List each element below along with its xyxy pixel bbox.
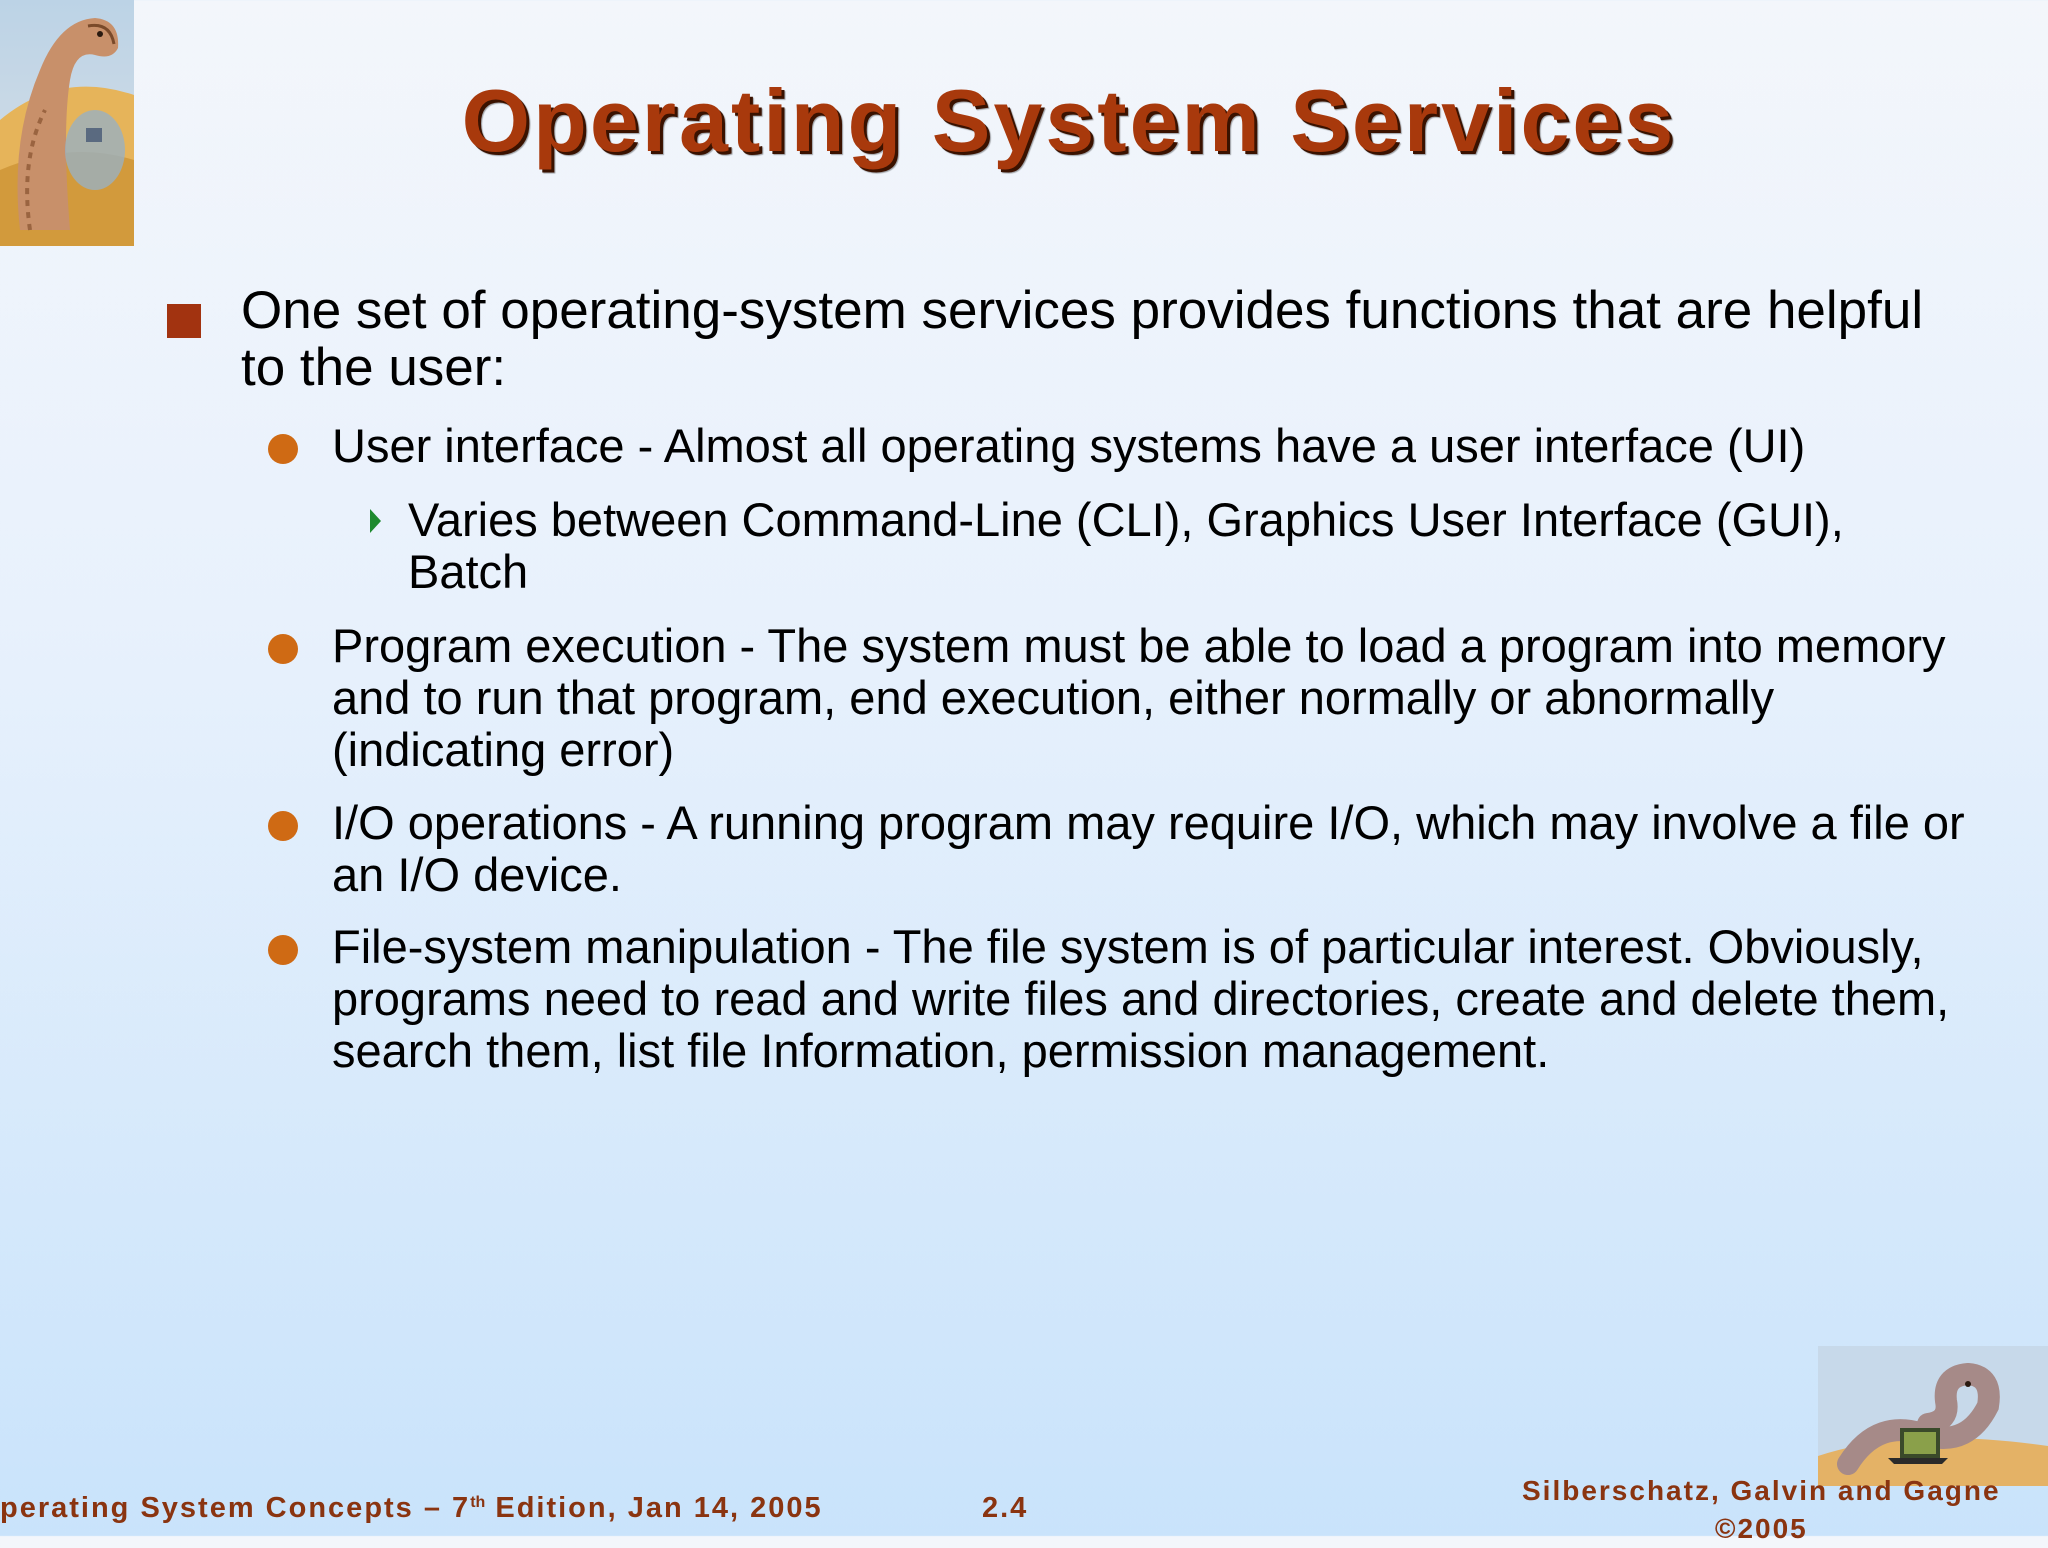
footer-book-title-text: perating System Concepts – 7 bbox=[0, 1492, 471, 1524]
footer-copyright-clip bbox=[1522, 1510, 2001, 1544]
list-item-text: Program execution - The system must be able to load a program into memory and to run that program, end execution, either normally or abnormally (indicating error) bbox=[332, 619, 1946, 776]
list-item-user-interface bbox=[268, 420, 1968, 472]
list-item-program-execution bbox=[268, 620, 1968, 776]
footer-edition-date: Edition, Jan 14, 2005 bbox=[485, 1492, 823, 1524]
round-bullet-icon bbox=[268, 634, 298, 664]
list-item-file-system bbox=[268, 921, 1968, 1077]
sub-item-ui-types bbox=[370, 494, 1870, 598]
footer-authors bbox=[1522, 1472, 2001, 1544]
list-item-text: File-system manipulation - The file system is of particular interest. Obviously, programs need to read and write files and directories, create and delete them, search them, list file Information, permission management. bbox=[332, 920, 1950, 1077]
round-bullet-icon bbox=[268, 434, 298, 464]
footer-superscript: th bbox=[470, 1494, 486, 1511]
main-bullet bbox=[165, 282, 1925, 396]
footer-book-title bbox=[0, 1492, 823, 1525]
list-item-text: I/O operations - A running program may require I/O, which may involve a file or an I/O device. bbox=[332, 796, 1965, 901]
page-number: 2.4 bbox=[982, 1492, 1029, 1524]
triangle-bullet-icon bbox=[370, 509, 381, 533]
footer-authors-text: Silberschatz, Galvin and Gagne bbox=[1522, 1475, 2001, 1506]
square-bullet-icon bbox=[167, 304, 201, 338]
footer-copyright: ©2005 bbox=[1714, 1513, 1808, 1544]
slide-title: Operating System Services bbox=[461, 71, 1677, 170]
main-bullet-text: One set of operating-system services provides functions that are helpful to the user: bbox=[241, 281, 1924, 397]
round-bullet-icon bbox=[268, 811, 298, 841]
dinosaur-logo-bottom bbox=[1818, 1346, 2048, 1486]
sub-item-text: Varies between Command-Line (CLI), Graphics User Interface (GUI), Batch bbox=[408, 493, 1844, 598]
list-item-io-operations bbox=[268, 797, 1968, 901]
list-item-text: User interface - Almost all operating systems have a user interface (UI) bbox=[332, 419, 1806, 472]
round-bullet-icon bbox=[268, 935, 298, 965]
